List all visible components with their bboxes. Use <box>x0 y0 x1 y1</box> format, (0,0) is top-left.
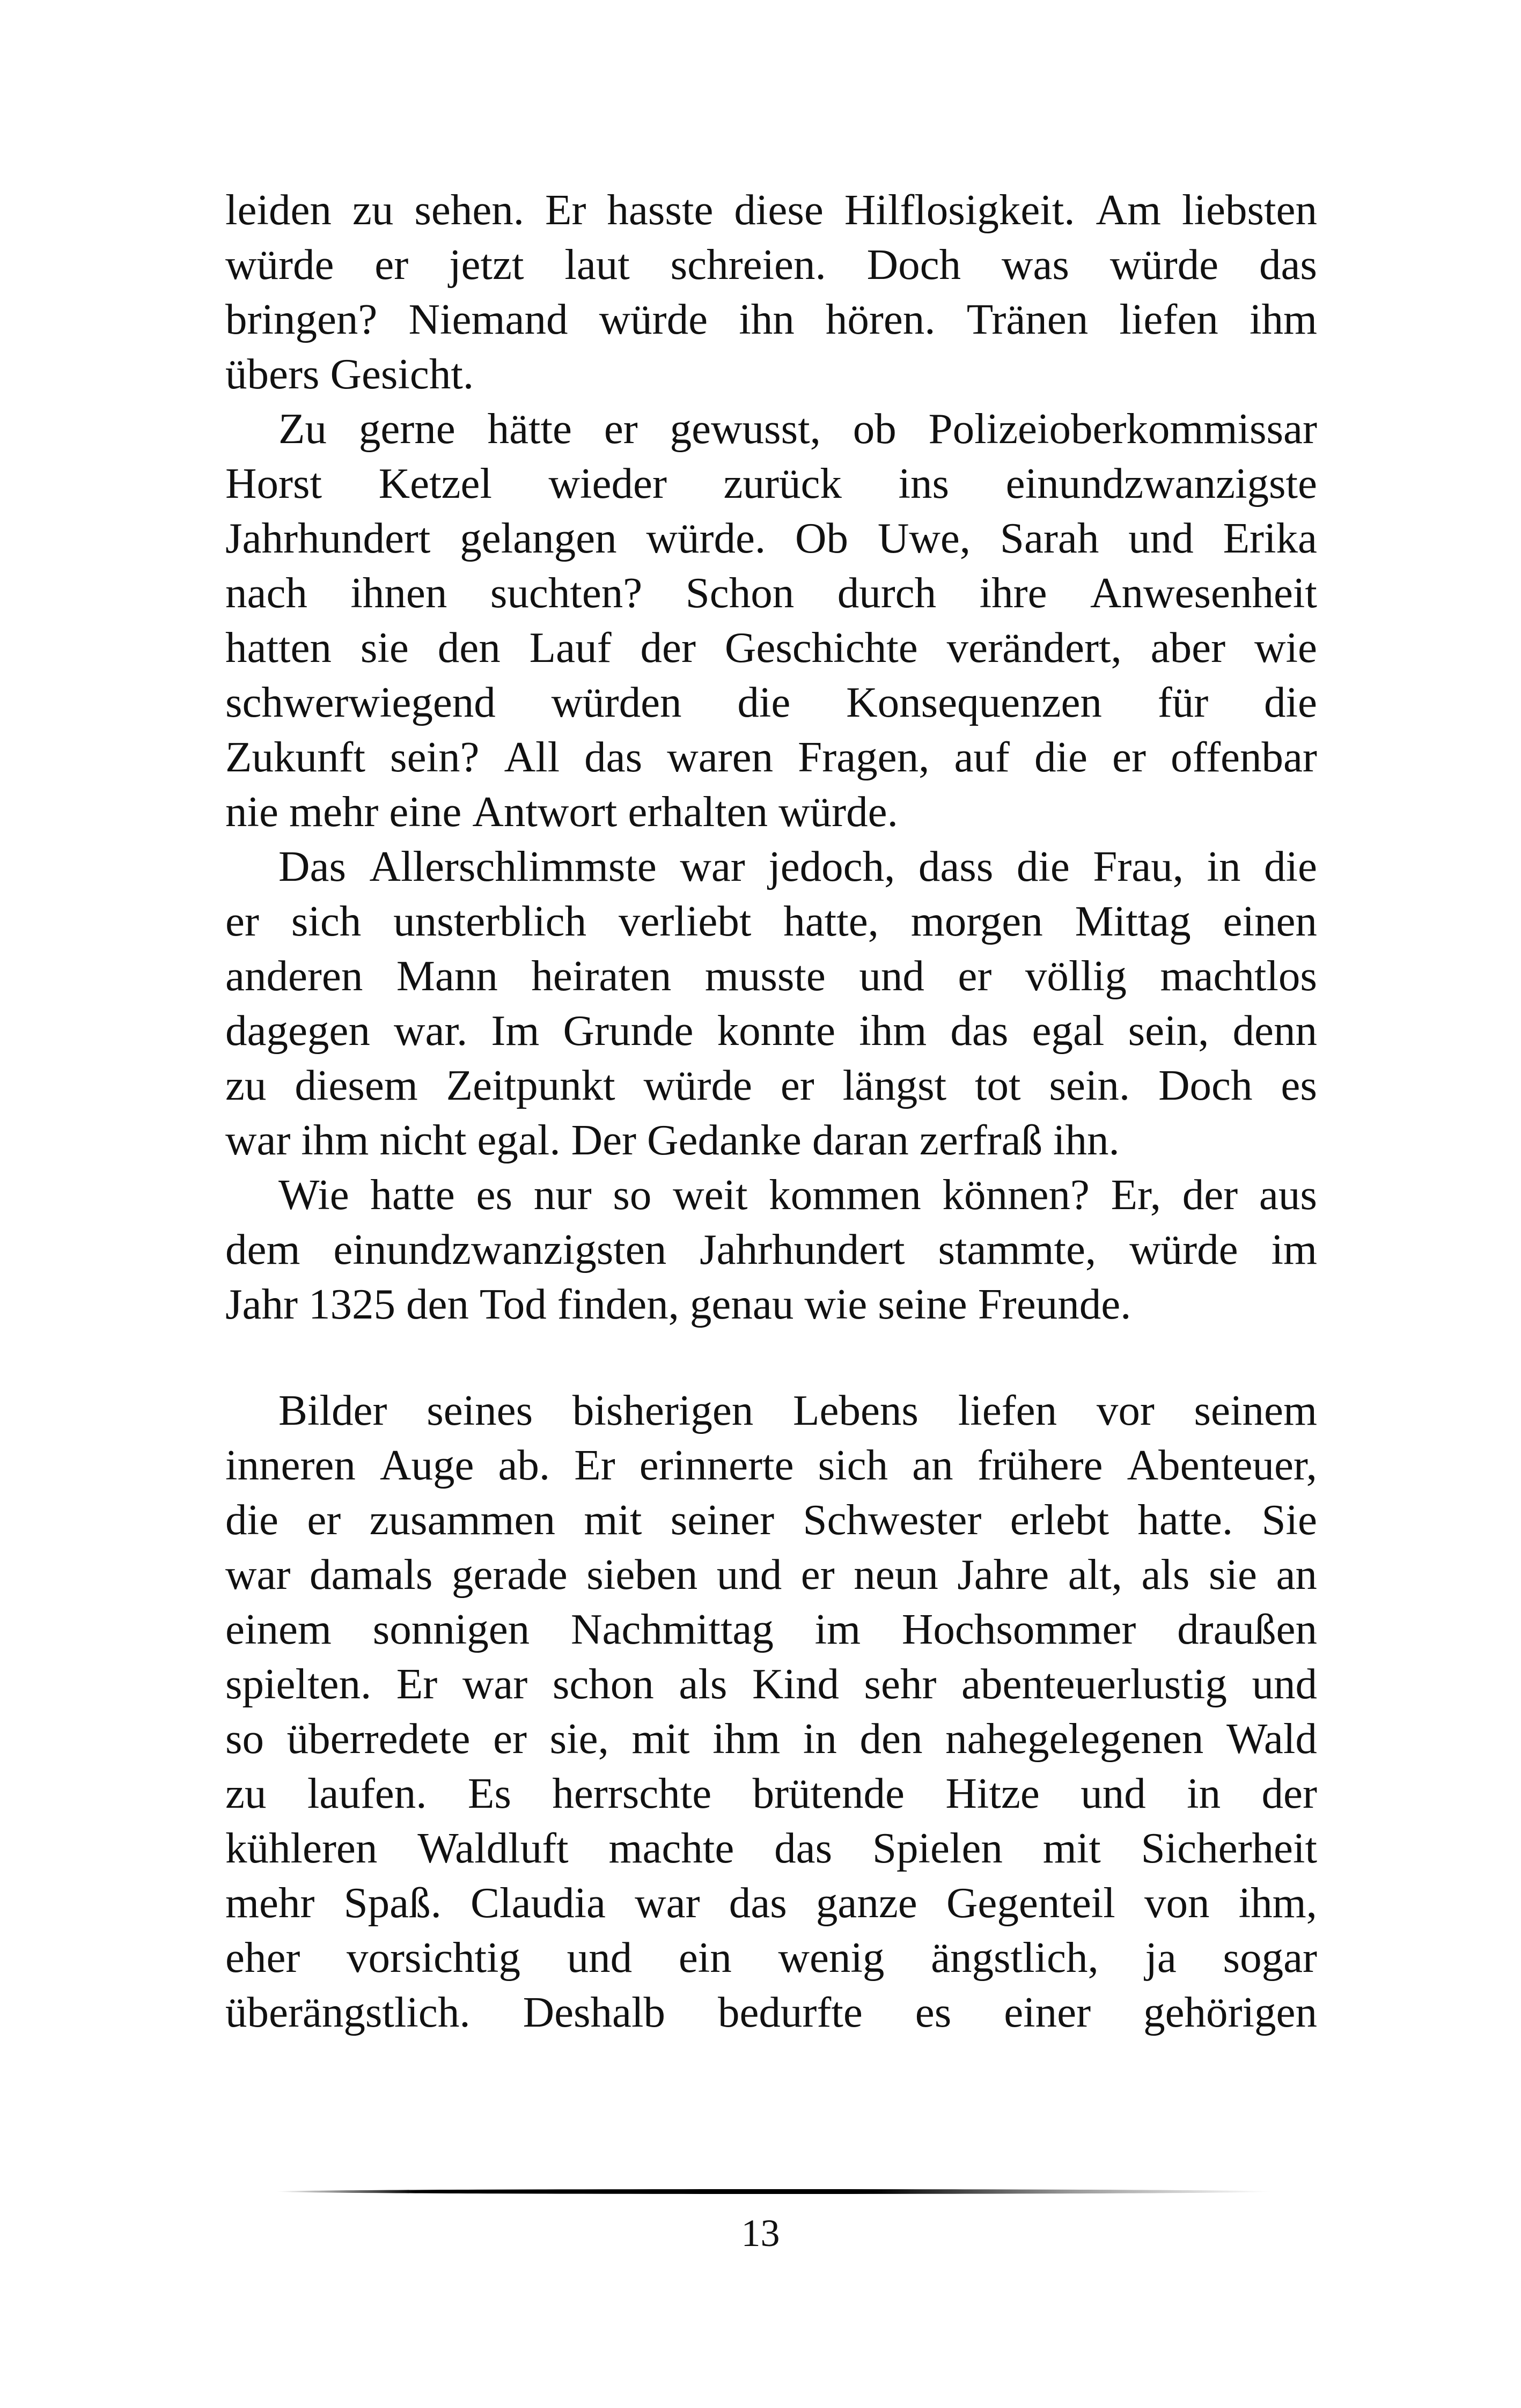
text-line: hatten sie den Lauf der Geschichte verändert, aber wie <box>225 623 1317 672</box>
text-line: schwerwiegend würden die Konsequenzen für die <box>225 678 1317 726</box>
paragraph <box>225 839 1317 1167</box>
body-text <box>225 182 1317 2039</box>
text-line: Zukunft sein? All das waren Fragen, auf die er offenbar <box>225 733 1317 781</box>
text-line: zu diesem Zeitpunkt würde er längst tot sein. Doch es <box>225 1061 1317 1109</box>
text-line: einem sonnigen Nachmittag im Hochsommer draußen <box>225 1605 1317 1653</box>
text-line: überängstlich. Deshalb bedurfte es einer gehörigen <box>225 1988 1317 2036</box>
text-line: bringen? Niemand würde ihn hören. Tränen liefen ihm <box>225 295 1317 343</box>
text-line: mehr Spaß. Claudia war das ganze Gegenteil von ihm, <box>225 1879 1317 1927</box>
text-line: Bilder seines bisherigen Lebens liefen vor seinem <box>278 1386 1317 1434</box>
text-line: leiden zu sehen. Er hasste diese Hilflosigkeit. Am liebsten <box>225 186 1317 234</box>
text-line: dagegen war. Im Grunde konnte ihm das egal sein, denn <box>225 1006 1317 1055</box>
page-number: 13 <box>741 2212 780 2255</box>
text-line: Jahr 1325 den Tod finden, genau wie seine Freunde. <box>225 1280 1131 1328</box>
text-line: nach ihnen suchten? Schon durch ihre Anwesenheit <box>225 569 1317 617</box>
text-line: er sich unsterblich verliebt hatte, morgen Mittag einen <box>225 897 1317 945</box>
text-line: Zu gerne hätte er gewusst, ob Polizeioberkommissar <box>278 404 1317 453</box>
paragraph <box>225 1167 1317 1331</box>
text-line: Horst Ketzel wieder zurück ins einundzwanzigste <box>225 459 1317 507</box>
text-line: die er zusammen mit seiner Schwester erlebt hatte. Sie <box>225 1496 1317 1544</box>
text-line: dem einundzwanzigsten Jahrhundert stammte, würde im <box>225 1225 1317 1273</box>
paragraph <box>225 401 1317 839</box>
text-line: kühleren Waldluft machte das Spielen mit Sicherheit <box>225 1824 1317 1872</box>
paragraph <box>225 1383 1317 2039</box>
text-line: war ihm nicht egal. Der Gedanke daran zerfraß ihn. <box>225 1116 1120 1164</box>
footer-rule <box>276 2189 1272 2194</box>
text-line: anderen Mann heiraten musste und er völlig machtlos <box>225 952 1317 1000</box>
text-line: übers Gesicht. <box>225 350 474 398</box>
text-line: inneren Auge ab. Er erinnerte sich an frühere Abenteuer, <box>225 1441 1317 1489</box>
text-line: Wie hatte es nur so weit kommen können? Er, der aus <box>278 1170 1317 1219</box>
text-line: spielten. Er war schon als Kind sehr abenteuerlustig und <box>225 1660 1317 1708</box>
section-break <box>225 1331 1317 1383</box>
text-line: Jahrhundert gelangen würde. Ob Uwe, Sarah und Erika <box>225 514 1317 562</box>
text-line: nie mehr eine Antwort erhalten würde. <box>225 787 898 836</box>
text-line: würde er jetzt laut schreien. Doch was würde das <box>225 240 1317 289</box>
paragraph <box>225 182 1317 401</box>
text-line: zu laufen. Es herrschte brütende Hitze und in der <box>225 1769 1317 1817</box>
text-line: so überredete er sie, mit ihm in den nahegelegenen Wald <box>225 1714 1317 1763</box>
text-line: war damals gerade sieben und er neun Jahre alt, als sie an <box>225 1550 1317 1599</box>
text-line: Das Allerschlimmste war jedoch, dass die Frau, in die <box>278 842 1317 890</box>
text-line: eher vorsichtig und ein wenig ängstlich, ja sogar <box>225 1933 1317 1982</box>
